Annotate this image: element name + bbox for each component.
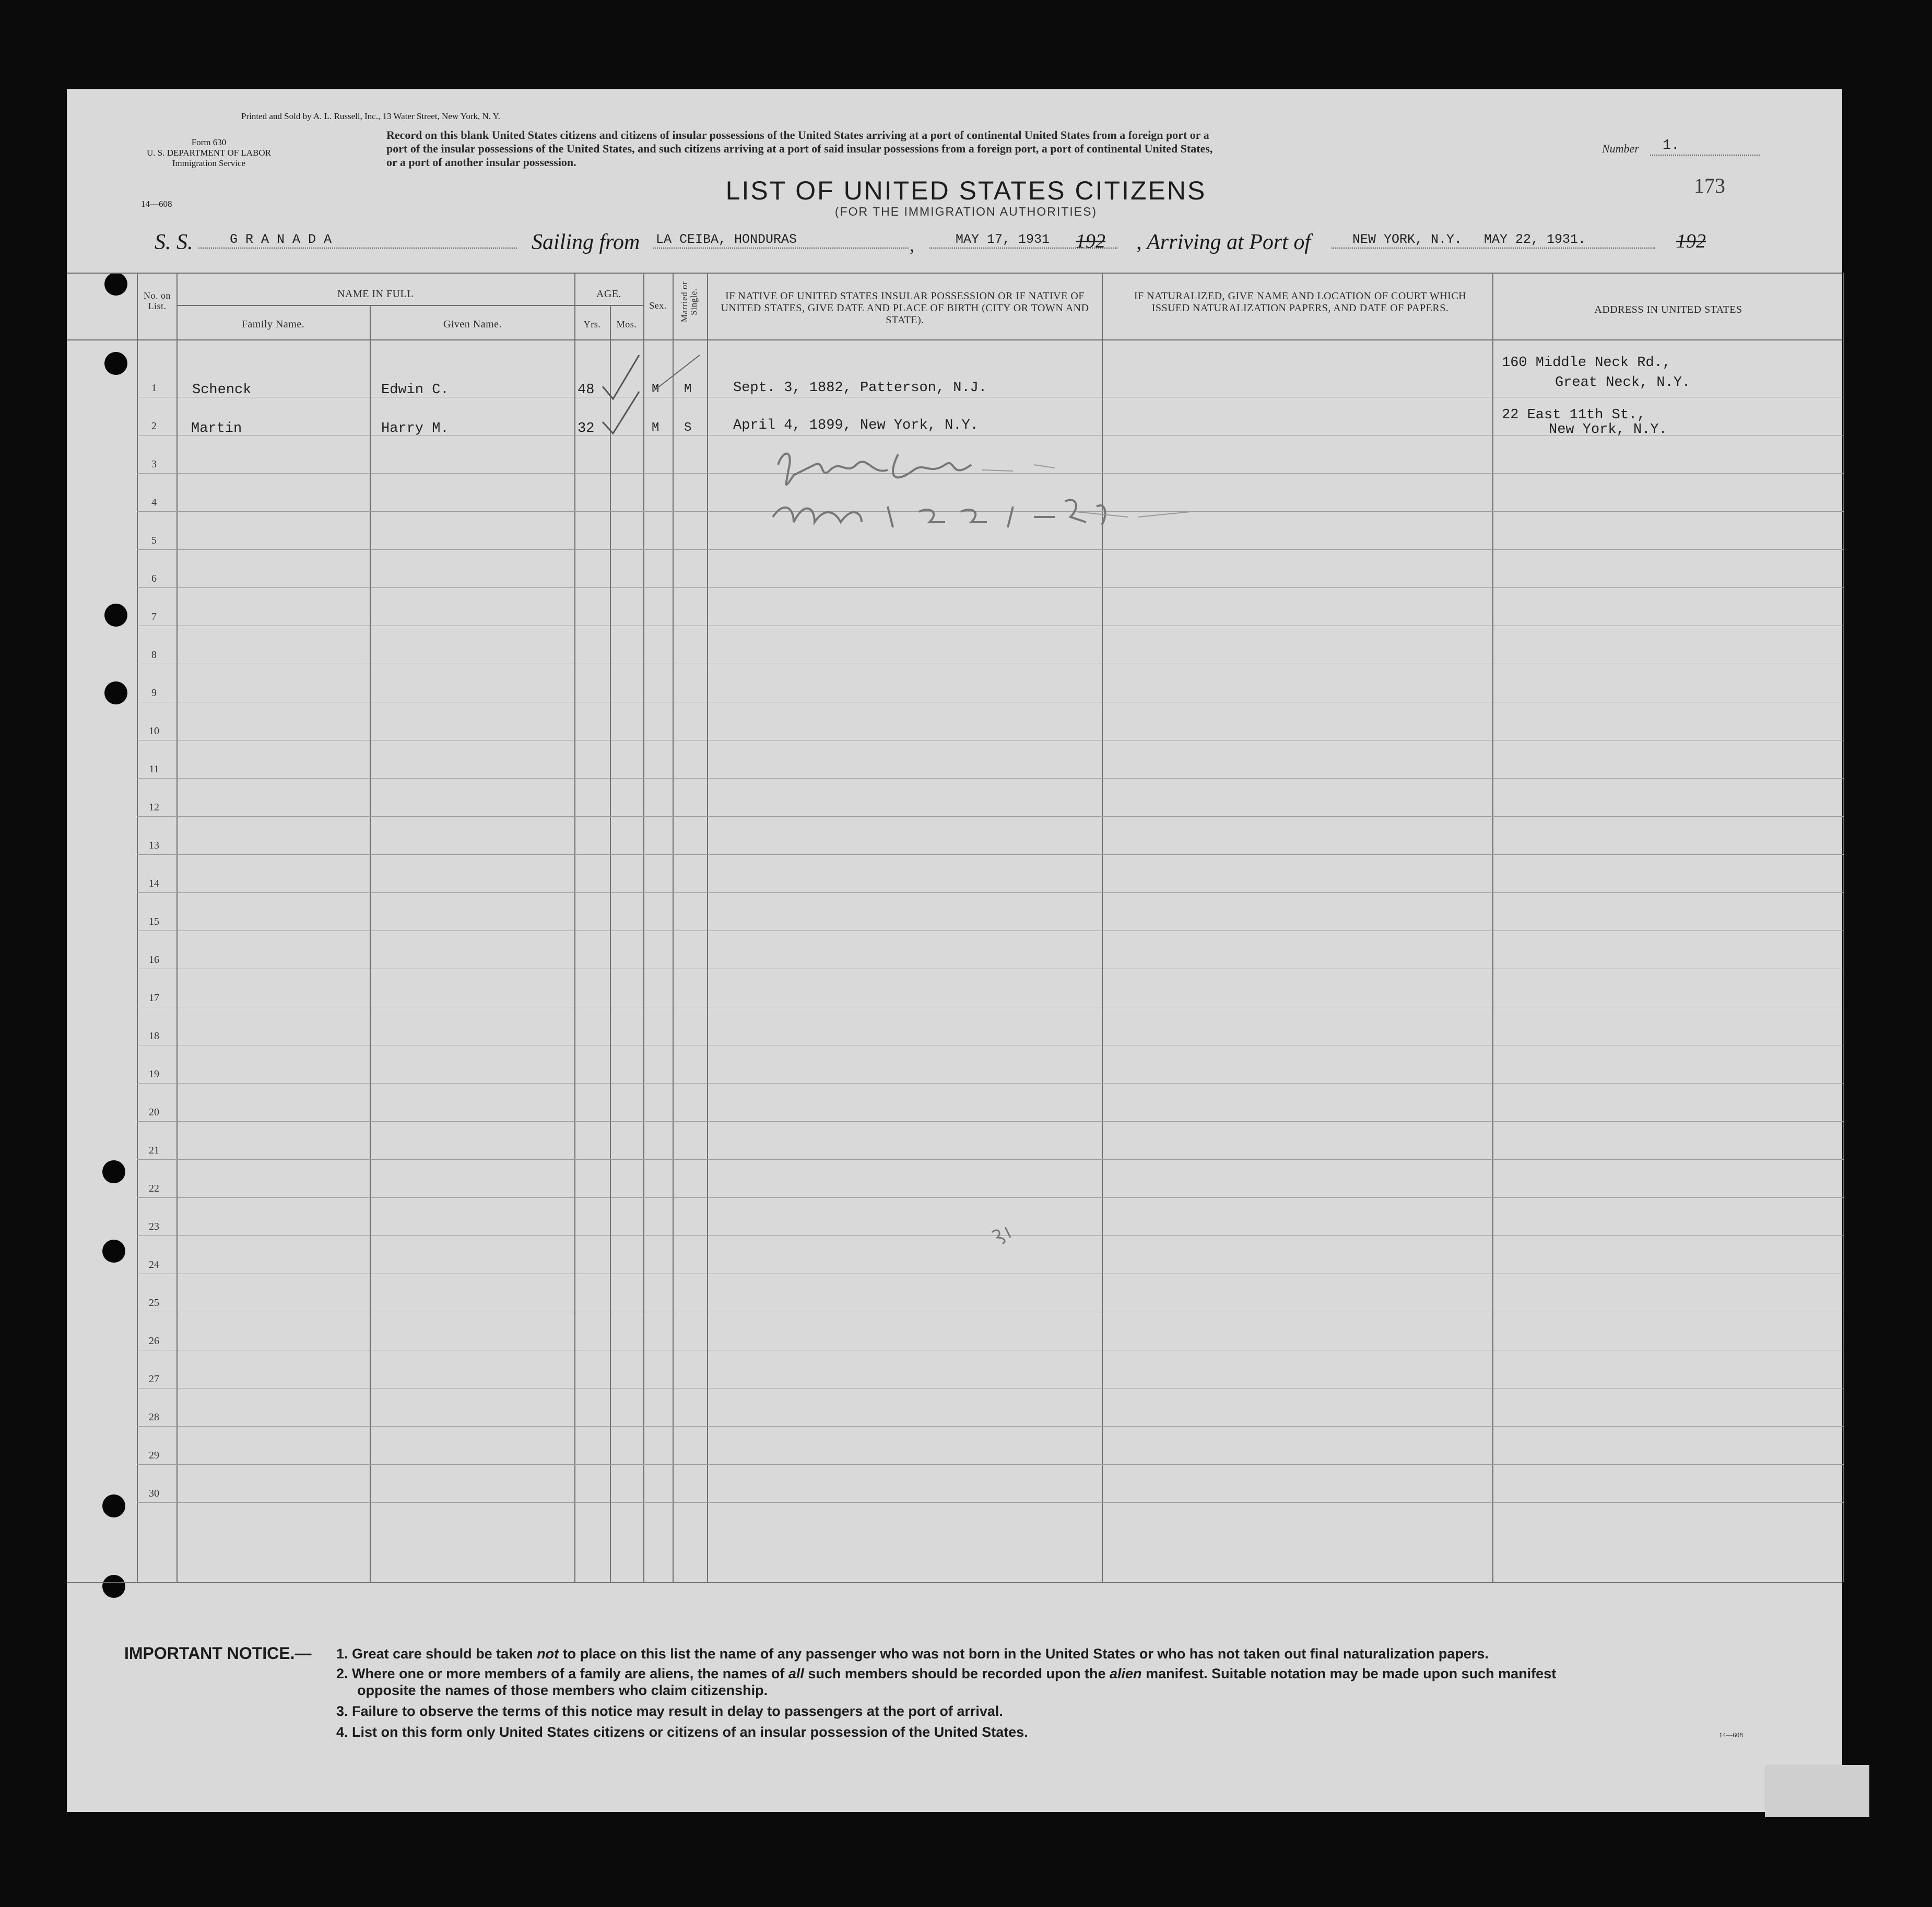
form-sheet <box>67 89 1842 1812</box>
sailing-from: LA CEIBA, HONDURAS <box>656 232 797 247</box>
entry-family-name: Martin <box>191 421 242 437</box>
punch-hole <box>102 1575 125 1598</box>
col-header-married: Married or Single. <box>679 281 699 323</box>
col-divider <box>370 305 371 1582</box>
entry-age-yrs: 32 <box>578 421 595 437</box>
entry-address-line2: Great Neck, N.Y. <box>1555 375 1691 391</box>
row-line <box>137 1197 1844 1198</box>
entry-address-line2: New York, N.Y. <box>1549 422 1667 438</box>
printer-line: Printed and Sold by A. L. Russell, Inc., 13 Water Street, New York, N. Y. <box>241 111 500 121</box>
notice-item-number: 2. <box>336 1666 348 1681</box>
comma: , <box>910 234 914 255</box>
row-line <box>137 1121 1844 1122</box>
punch-hole <box>102 1240 125 1263</box>
notice-heading: IMPORTANT NOTICE.— <box>124 1644 312 1663</box>
number-label: Number <box>1602 142 1639 155</box>
punch-hole <box>104 681 127 704</box>
row-line <box>137 1083 1844 1084</box>
row-number: 19 <box>149 1068 159 1080</box>
entry-birth: Sept. 3, 1882, Patterson, N.J. <box>733 380 987 396</box>
notice-item <box>336 1724 1767 1740</box>
entry-birth: April 4, 1899, New York, N.Y. <box>733 418 979 433</box>
entry-address-line1: 22 East 11th St., <box>1502 407 1646 423</box>
notice-item-continuation: opposite the names of those members who claim citizenship. <box>357 1682 768 1698</box>
row-number: 12 <box>149 802 159 813</box>
col-header-name-in-full: NAME IN FULL <box>337 288 414 300</box>
instructions <box>386 128 1540 169</box>
notice-item-number: 3. <box>336 1703 348 1719</box>
page-number: 173 <box>1694 174 1725 197</box>
col-header-no: No. on List. <box>144 290 171 311</box>
arrival-date: MAY 22, 1931. <box>1484 232 1586 247</box>
entry-married: S <box>684 421 692 435</box>
row-number: 1 <box>151 382 157 394</box>
arriving-label: , Arriving at Port of <box>1136 230 1311 254</box>
row-number: 29 <box>149 1450 159 1461</box>
notice-item-text: manifest. Suitable notation may be made upon such manifest <box>1146 1666 1557 1681</box>
notice-item-emphasis: not <box>537 1646 559 1662</box>
notice-item-text: such members should be recorded upon the <box>808 1666 1106 1681</box>
row-line <box>137 854 1844 855</box>
year-struck: 192 <box>1676 230 1706 252</box>
punch-hole <box>104 352 127 375</box>
row-number: 11 <box>149 763 159 775</box>
punch-hole <box>104 273 127 296</box>
punch-hole <box>104 604 127 627</box>
row-number: 7 <box>151 611 157 622</box>
col-divider <box>643 273 644 1582</box>
form-code: 14—608 <box>141 199 172 209</box>
department-name: U. S. DEPARTMENT OF LABOR <box>147 148 271 158</box>
instruction-line: Record on this blank United States citizens and citizens of insular possessions of the United States arriving at a port of continental United States from a foreign port or a <box>386 128 1209 142</box>
row-number: 26 <box>149 1335 159 1347</box>
notice-item <box>336 1646 1767 1662</box>
row-line <box>137 778 1844 779</box>
instruction-line: or a port of another insular possession. <box>386 156 576 169</box>
entry-given-name: Harry M. <box>381 421 449 437</box>
notice-item <box>336 1703 1767 1720</box>
ss-label: S. S. <box>155 230 193 254</box>
notice-item-text: Where one or more members of a family are aliens, the names of <box>352 1666 785 1681</box>
row-line <box>137 1159 1844 1160</box>
col-divider <box>574 273 575 1582</box>
col-divider <box>137 273 138 1582</box>
punch-hole <box>102 1494 125 1517</box>
sailing-label: Sailing from <box>532 230 640 254</box>
row-number: 20 <box>149 1106 159 1118</box>
table-bottom-border <box>67 1582 1842 1583</box>
notice-item-emphasis: alien <box>1110 1666 1142 1681</box>
col-header-address: ADDRESS IN UNITED STATES <box>1594 304 1742 315</box>
row-line <box>137 816 1844 817</box>
instruction-line: port of the insular possessions of the United States, and such citizens arriving at a port of said insular possessions from a foreign port, a port of continental United States, <box>386 142 1213 155</box>
row-number: 6 <box>151 573 157 584</box>
notice-item <box>336 1666 1767 1682</box>
year-struck: 192 <box>1076 230 1105 252</box>
number-value: 1. <box>1663 138 1680 154</box>
col-divider <box>610 305 611 1582</box>
row-number: 4 <box>151 497 157 508</box>
table-top-border <box>67 273 1842 274</box>
entry-sex: M <box>652 421 659 435</box>
entry-family-name: Schenck <box>192 382 252 398</box>
row-number: 24 <box>149 1259 159 1270</box>
page-title: LIST OF UNITED STATES CITIZENS <box>725 176 1207 205</box>
notice-item-number: 1. <box>336 1646 348 1662</box>
punch-hole <box>102 1160 125 1183</box>
row-number: 30 <box>149 1488 159 1499</box>
col-header-yrs: Yrs. <box>583 319 601 329</box>
col-header-naturalized: IF NATURALIZED, GIVE NAME AND LOCATION OF COURT WHICH ISSUED NATURALIZATION PAPERS, AND DATE OF PAPERS. <box>1134 290 1467 314</box>
col-divider <box>176 273 178 1582</box>
page-subtitle: (FOR THE IMMIGRATION AUTHORITIES) <box>834 205 1098 218</box>
notice-item-text: List on this form only United States citizens or citizens of an insular possession of the United States. <box>352 1724 1028 1740</box>
notice-item-emphasis: all <box>788 1666 804 1681</box>
row-number: 8 <box>151 649 157 661</box>
row-number: 16 <box>149 954 159 966</box>
ship-name: G R A N A D A <box>230 232 332 247</box>
col-header-given-name: Given Name. <box>443 319 502 330</box>
row-number: 17 <box>149 992 159 1004</box>
row-number: 2 <box>151 420 157 432</box>
notice-item-text: Failure to observe the terms of this notice may result in delay to passengers at the port of arrival. <box>352 1703 1003 1719</box>
header-bottom-border <box>67 339 1842 340</box>
row-line <box>137 892 1844 893</box>
row-number: 3 <box>151 458 157 470</box>
col-header-age: AGE. <box>596 288 622 300</box>
row-number: 14 <box>149 878 159 889</box>
row-number: 18 <box>149 1030 159 1042</box>
under-sheet <box>1765 1765 1869 1817</box>
service-name: Immigration Service <box>172 158 246 168</box>
entry-age-yrs: 48 <box>578 382 595 398</box>
col-header-birth: IF NATIVE OF UNITED STATES INSULAR POSSESSION OR IF NATIVE OF UNITED STATES, GIVE DATE AND PLACE OF BIRTH (CITY OR TOWN AND STATE). <box>721 290 1089 326</box>
entry-address-line1: 160 Middle Neck Rd., <box>1502 355 1671 371</box>
row-line <box>137 1426 1844 1427</box>
notice-item-text: Great care should be taken <box>352 1646 533 1662</box>
col-header-mos: Mos. <box>616 319 637 329</box>
entry-sex: M <box>652 382 659 396</box>
row-number: 21 <box>149 1145 159 1156</box>
col-divider <box>1492 273 1493 1582</box>
row-line <box>137 1502 1844 1503</box>
row-number: 10 <box>149 725 159 737</box>
col-header-family-name: Family Name. <box>241 319 305 330</box>
row-number: 22 <box>149 1183 159 1194</box>
row-number: 5 <box>151 535 157 546</box>
notice-item-text: to place on this list the name of any passenger who was not born in the United States or who has not taken out final naturalization papers. <box>562 1646 1489 1662</box>
age-subheader-line <box>574 305 643 306</box>
row-number: 25 <box>149 1297 159 1309</box>
row-line <box>137 1464 1844 1465</box>
row-number: 27 <box>149 1373 159 1385</box>
row-line <box>137 587 1844 588</box>
pencil-mark <box>987 1222 1018 1248</box>
row-number: 13 <box>149 840 159 851</box>
notice-code: 14—608 <box>1719 1731 1743 1739</box>
row-number: 15 <box>149 916 159 927</box>
col-header-sex: Sex. <box>649 300 667 311</box>
arrival-port: NEW YORK, N.Y. <box>1352 232 1463 247</box>
handwritten-signature <box>762 433 1232 554</box>
form-number: Form 630 <box>191 137 227 147</box>
sailing-date: MAY 17, 1931 <box>956 232 1050 247</box>
notice-item-number: 4. <box>336 1724 348 1740</box>
row-number: 23 <box>149 1221 159 1232</box>
entry-given-name: Edwin C. <box>381 382 449 398</box>
check-marks <box>595 334 721 439</box>
col-divider <box>673 273 674 1582</box>
row-number: 28 <box>149 1411 159 1423</box>
name-subheader-line <box>176 305 575 306</box>
col-divider <box>707 273 708 1582</box>
entry-married: M <box>684 382 692 396</box>
col-divider <box>1843 273 1844 1582</box>
row-number: 9 <box>151 687 157 699</box>
